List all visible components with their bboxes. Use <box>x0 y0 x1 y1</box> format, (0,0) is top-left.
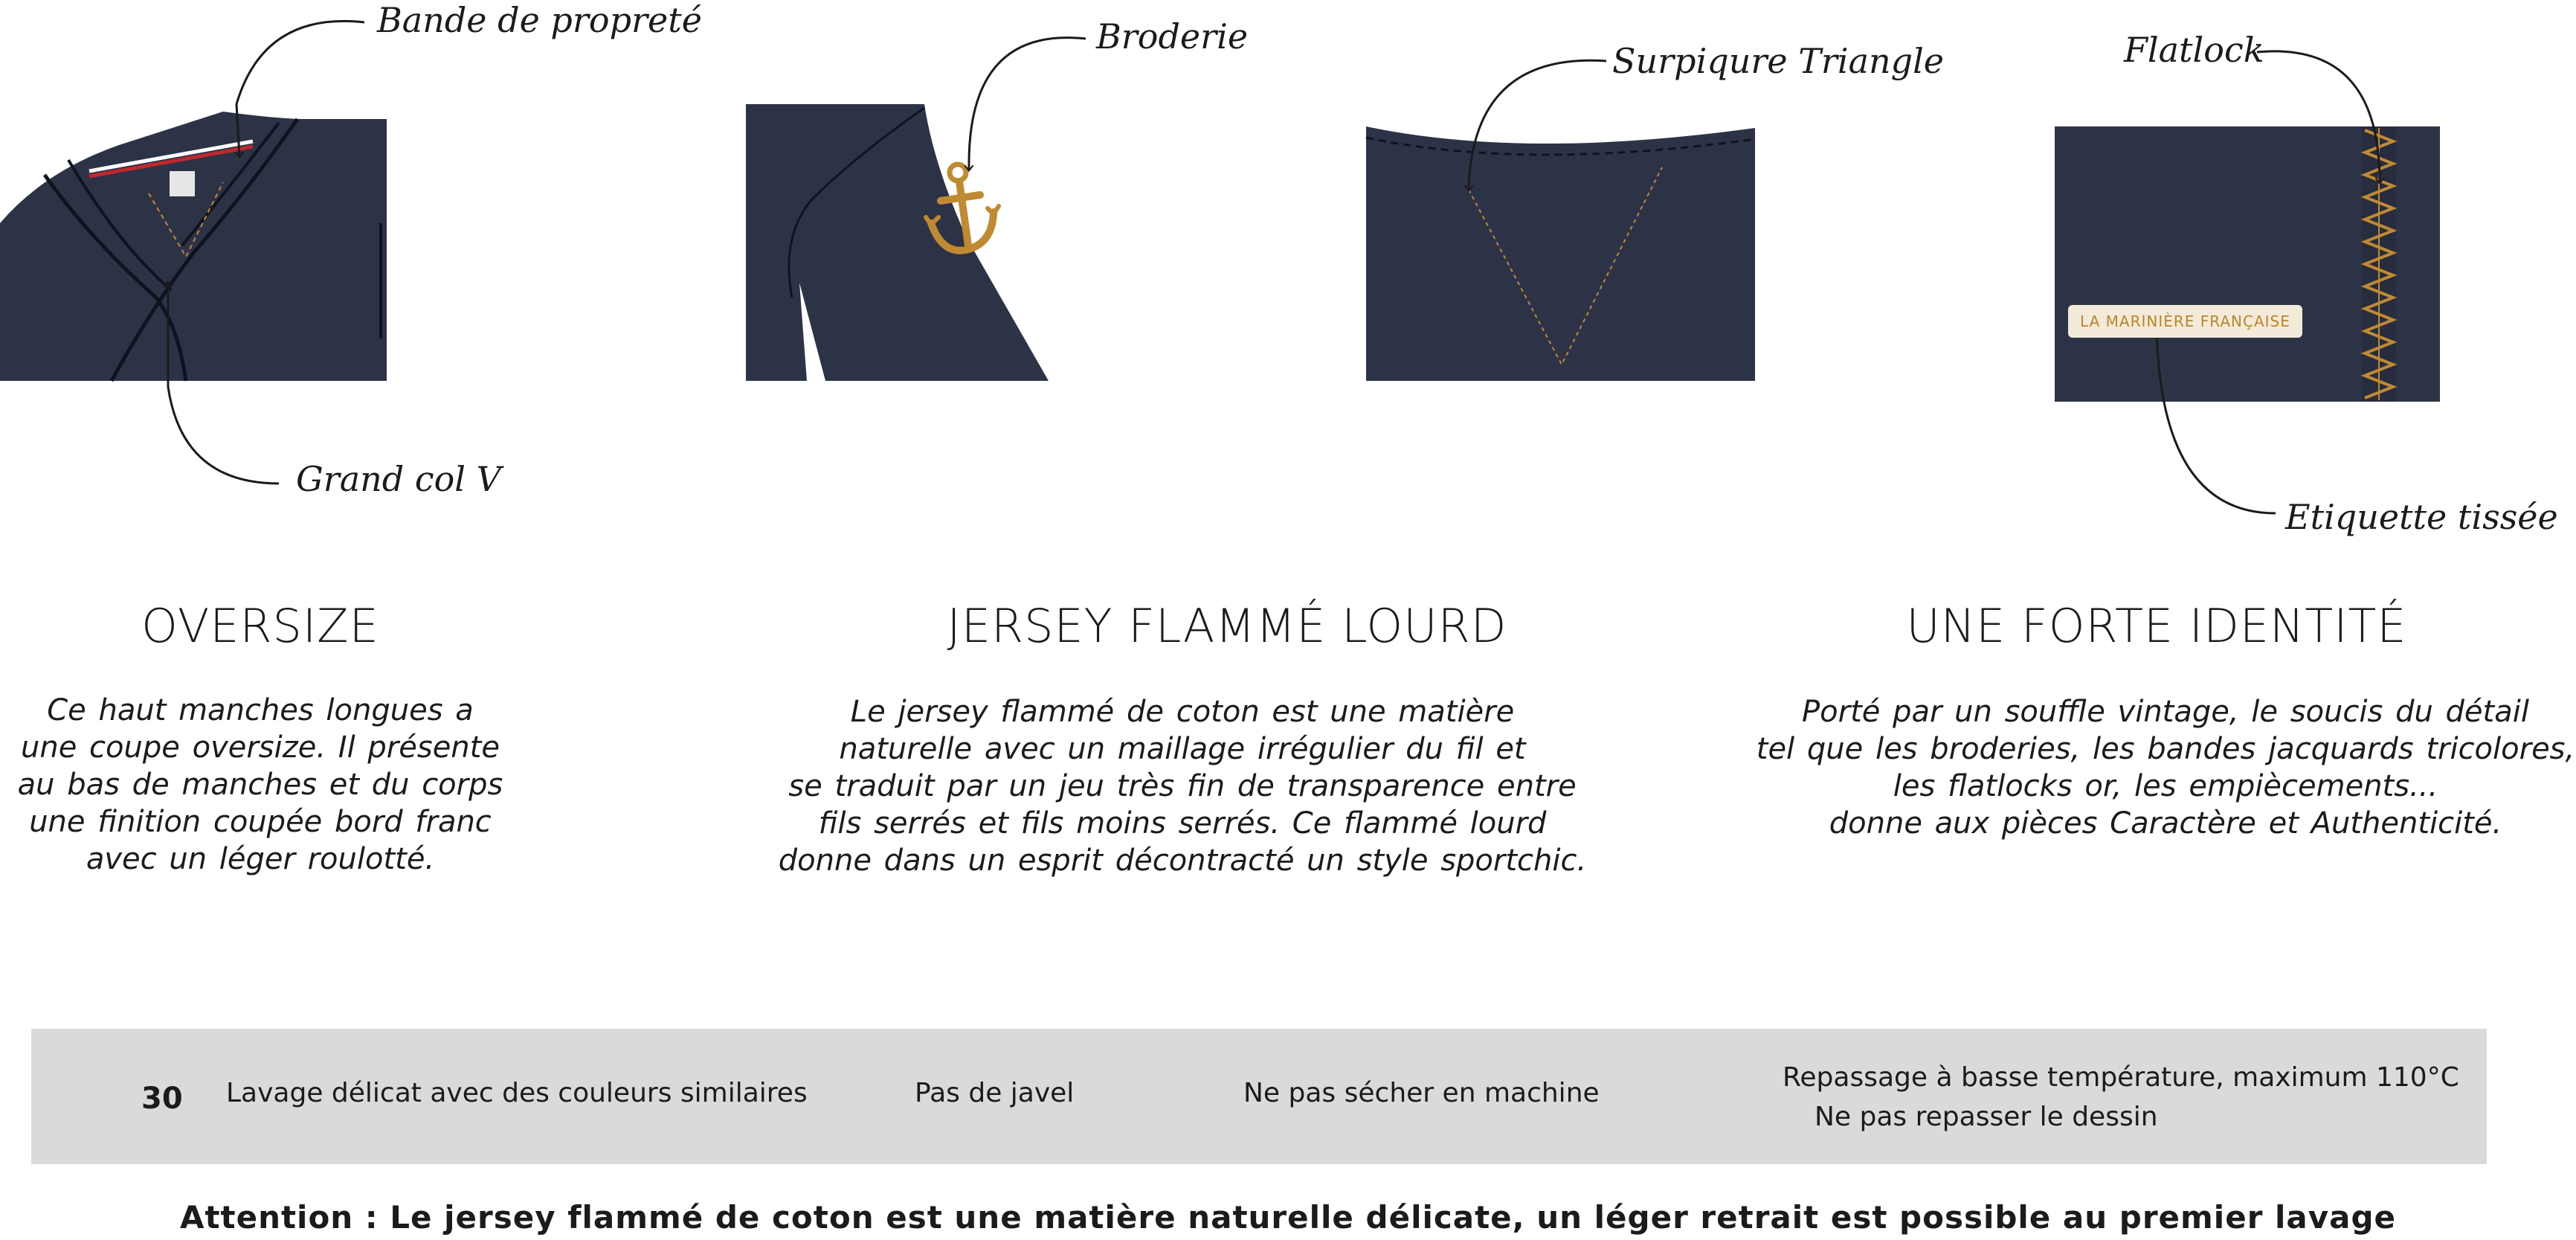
care-wash-text: Lavage délicat avec des couleurs similaires <box>226 1078 808 1108</box>
feature-title-identity: UNE FORTE IDENTITÉ <box>1906 599 2407 653</box>
callout-grand-col: Grand col V <box>296 459 501 499</box>
woven-label: LA MARINIÈRE FRANÇAISE <box>2068 305 2302 338</box>
feature-title-oversize: OVERSIZE <box>141 599 379 653</box>
callout-flatlock: Flatlock <box>2124 30 2264 70</box>
washing-warning: Attention : Le jersey flammé de coton est une matière naturelle délicate, un léger retrait est possible au premier lavage <box>179 1199 2397 1236</box>
care-dryer-text: Ne pas sécher en machine <box>1243 1078 1600 1108</box>
feature-text-oversize: Ce haut manches longues a une coupe oversize. Il présente au bas de manches et du corps une finition coupée bord franc avec un léger roulotté. <box>17 693 503 876</box>
flatlock-illustration <box>2055 126 2440 402</box>
feature-text-jersey: Le jersey flammé de coton est une matière naturelle avec un maillage irrégulier du fil et se traduit par un jeu très fin de transparence entre fils serrés et fils moins serrés. Ce flammé lourd donne dans un esprit décontracté un style sportchic. <box>778 695 1587 878</box>
feature-title-jersey: JERSEY FLAMMÉ LOURD <box>947 599 1507 653</box>
callout-surpiqure: Surpiqure Triangle <box>1612 41 1945 81</box>
embroidery-illustration <box>746 104 1049 381</box>
wash-temperature: 30 <box>141 1082 183 1116</box>
collar-illustration <box>0 112 387 381</box>
care-iron-text: Repassage à basse température, maximum 110°C <box>1783 1062 2459 1093</box>
care-iron-text-2: Ne pas repasser le dessin <box>1815 1102 2158 1132</box>
callout-etiquette: Etiquette tissée <box>2285 497 2558 537</box>
callout-arrows <box>168 21 2380 513</box>
callout-bande: Bande de propreté <box>377 0 702 40</box>
care-bleach-text: Pas de javel <box>915 1078 1075 1108</box>
callout-broderie: Broderie <box>1096 16 1249 57</box>
feature-text-identity: Porté par un souffle vintage, le soucis du détail tel que les broderies, les bandes jacquards tricolores, les flatlocks or, les empiècements... donne aux pièces Caractère et Authenticité. <box>1756 695 2575 841</box>
triangle-stitch-illustration <box>1366 126 1755 381</box>
